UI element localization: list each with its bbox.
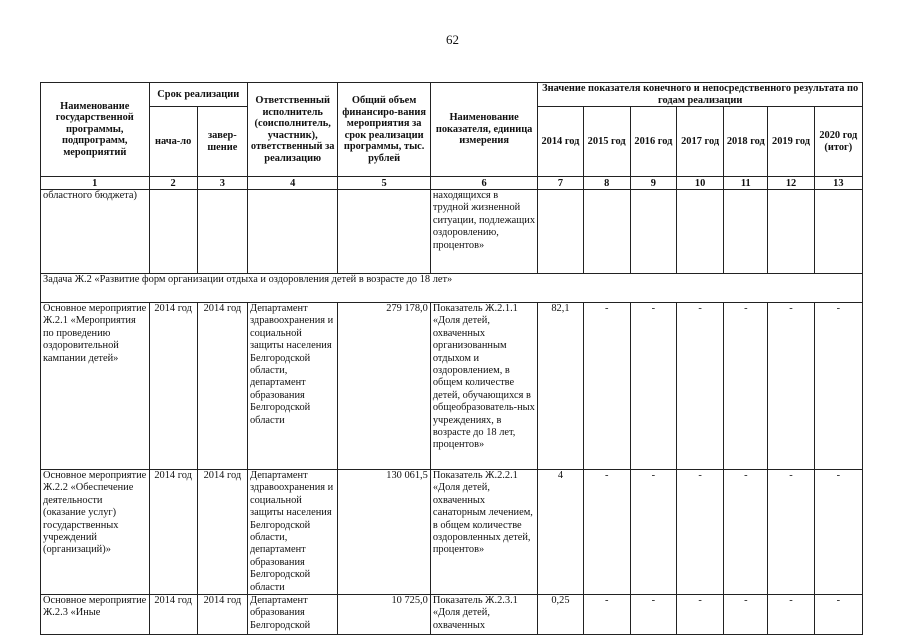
column-number: 7 [538, 177, 583, 190]
row-responsible: Департамент образования Белгородской [247, 595, 337, 635]
row-value: 0,25 [538, 595, 583, 635]
column-number: 2 [149, 177, 197, 190]
column-number: 8 [583, 177, 630, 190]
header-year: 2017 год [677, 107, 724, 177]
header-year: 2016 год [630, 107, 676, 177]
row-value: - [724, 303, 768, 470]
row-responsible: Департамент здравоохранения и социальной защиты населения Белгородской области, департамент образования Белгородской области [247, 470, 337, 595]
table-row [41, 303, 863, 470]
row-responsible: Департамент здравоохранения и социальной защиты населения Белгородской области, департамент образования Белгородской области [247, 303, 337, 470]
task-row [41, 274, 863, 303]
row-start: 2014 год [149, 303, 197, 470]
header-start: нача-ло [149, 107, 197, 177]
row-value: - [677, 303, 724, 470]
row-end: 2014 год [197, 303, 247, 470]
row-value: - [630, 595, 676, 635]
column-number: 5 [338, 177, 430, 190]
header-term: Срок реализации [149, 83, 247, 107]
row-value: - [630, 470, 676, 595]
column-number: 1 [41, 177, 150, 190]
row-value: - [583, 303, 630, 470]
row-name: областного бюджета) [41, 190, 150, 274]
table-row [41, 190, 863, 274]
row-value: - [677, 470, 724, 595]
header-year: 2020 год (итог) [814, 107, 862, 177]
header-year: 2015 год [583, 107, 630, 177]
row-funding: 130 061,5 [338, 470, 430, 595]
column-number: 3 [197, 177, 247, 190]
row-indicator: Показатель Ж.2.1.1 «Доля детей, охваченных организованным отдыхом и оздоровлением, в общем количестве детей, обучающихся в общеобразователь-ных учреждениях, в возрасте до 18 лет, процентов» [430, 303, 538, 470]
row-name: Основное мероприятие Ж.2.2 «Обеспечение деятельности (оказание услуг) государственных учреждений (организаций)» [41, 470, 150, 595]
row-value: - [583, 595, 630, 635]
program-indicators-table [40, 82, 863, 635]
row-value: - [768, 595, 814, 635]
row-value: - [814, 470, 862, 595]
row-value: - [677, 595, 724, 635]
row-start: 2014 год [149, 470, 197, 595]
column-number: 12 [768, 177, 814, 190]
row-value: - [724, 470, 768, 595]
task-title: Задача Ж.2 «Развитие форм организации отдыха и оздоровления детей в возрасте до 18 лет» [41, 274, 863, 303]
row-end: 2014 год [197, 470, 247, 595]
table-row [41, 470, 863, 595]
table-row [41, 595, 863, 635]
header-name: Наименование государственной программы, подпрограмм, мероприятий [41, 83, 150, 177]
header-values: Значение показателя конечного и непосредственного результата по годам реализации [538, 83, 863, 107]
page-number: 62 [446, 32, 459, 47]
column-number: 13 [814, 177, 862, 190]
row-funding: 10 725,0 [338, 595, 430, 635]
row-value: - [768, 303, 814, 470]
row-indicator: находящихся в трудной жизненной ситуации, подлежащих оздоровлению, процентов» [430, 190, 538, 274]
header-year: 2018 год [724, 107, 768, 177]
row-name: Основное мероприятие Ж.2.1 «Мероприятия по проведению оздоровительной кампании детей» [41, 303, 150, 470]
row-value: - [814, 303, 862, 470]
header-indicator: Наименование показателя, единица измерения [430, 83, 538, 177]
column-number: 6 [430, 177, 538, 190]
row-value: - [583, 470, 630, 595]
row-value: 82,1 [538, 303, 583, 470]
row-indicator: Показатель Ж.2.2.1 «Доля детей, охваченных санаторным лечением, в общем количестве оздоровленных детей, процентов» [430, 470, 538, 595]
header-funding: Общий объем финансиро-вания мероприятия за срок реализации программы, тыс. рублей [338, 83, 430, 177]
row-funding: 279 178,0 [338, 303, 430, 470]
header-responsible: Ответственный исполнитель (соисполнитель, участник), ответственный за реализацию [247, 83, 337, 177]
row-value: - [724, 595, 768, 635]
row-name: Основное мероприятие Ж.2.3 «Иные [41, 595, 150, 635]
row-start: 2014 год [149, 595, 197, 635]
column-number: 10 [677, 177, 724, 190]
column-number: 4 [247, 177, 337, 190]
column-number: 11 [724, 177, 768, 190]
header-end: завер-шение [197, 107, 247, 177]
column-number: 9 [630, 177, 676, 190]
row-value: - [630, 303, 676, 470]
header-year: 2019 год [768, 107, 814, 177]
row-value: - [814, 595, 862, 635]
header-year: 2014 год [538, 107, 583, 177]
row-value: - [768, 470, 814, 595]
row-end: 2014 год [197, 595, 247, 635]
row-indicator: Показатель Ж.2.3.1 «Доля детей, охваченных [430, 595, 538, 635]
row-value: 4 [538, 470, 583, 595]
